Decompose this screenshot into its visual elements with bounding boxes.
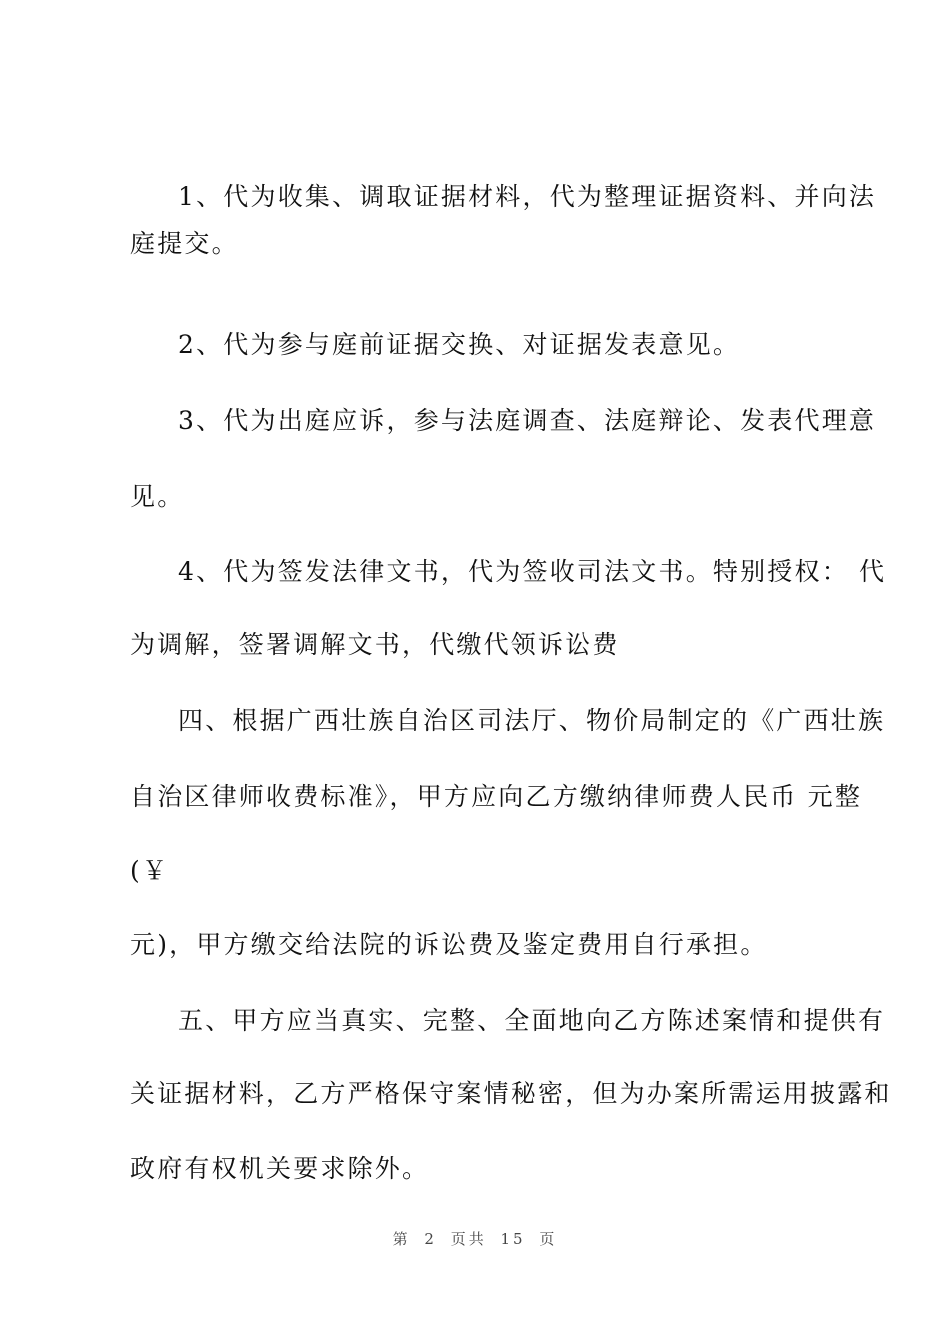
paragraph-3-line-1: 3、代为出庭应诉，参与法庭调查、法庭辩论、发表代理意 (178, 406, 877, 435)
paragraph-2-line-1: 2、代为参与庭前证据交换、对证据发表意见。 (178, 330, 741, 359)
paragraph-3-line-2: 见。 (130, 482, 185, 511)
paragraph-5-line-2: 自治区律师收费标准》，甲方应向乙方缴纳律师费人民币 元整 (130, 782, 863, 811)
paragraph-4-line-2: 为调解，签署调解文书，代缴代领诉讼费 (130, 630, 620, 659)
paragraph-1-line-2: 庭提交。 (130, 229, 239, 258)
page-number-footer: 第 2 页共 15 页 (392, 1230, 558, 1248)
paragraph-1-line-1: 1、代为收集、调取证据材料，代为整理证据资料、并向法 (178, 182, 877, 211)
paragraph-6-line-3: 政府有权机关要求除外。 (130, 1154, 430, 1183)
paragraph-6-line-2: 关证据材料，乙方严格保守案情秘密，但为办案所需运用披露和 (130, 1079, 892, 1108)
paragraph-5-line-3: (￥ (130, 856, 170, 885)
paragraph-6-line-1: 五、甲方应当真实、完整、全面地向乙方陈述案情和提供有 (178, 1006, 886, 1035)
paragraph-5-line-1: 四、根据广西壮族自治区司法厅、物价局制定的《广西壮族 (178, 706, 886, 735)
paragraph-5-line-4: 元)，甲方缴交给法院的诉讼费及鉴定费用自行承担。 (130, 930, 768, 959)
paragraph-4-line-1: 4、代为签发法律文书，代为签收司法文书。特别授权： 代 (178, 557, 887, 586)
